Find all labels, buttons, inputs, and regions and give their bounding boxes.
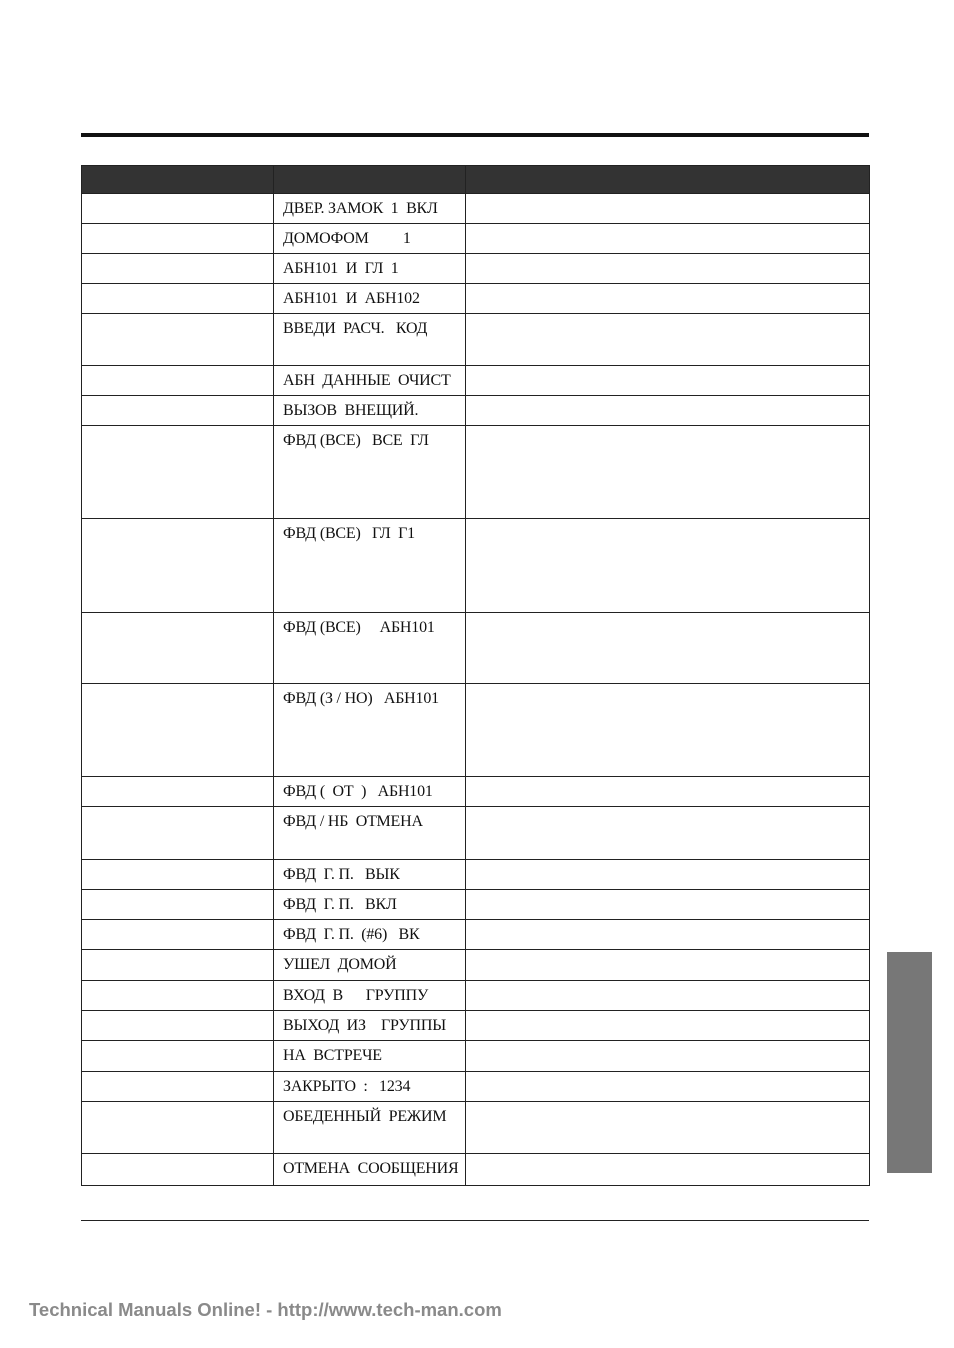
description-cell [466,807,870,860]
top-rule [81,133,869,137]
description-cell [466,254,870,284]
table-row [82,1102,870,1154]
description-cell [466,860,870,890]
display-text-cell: ФВД Г. П. ВКЛ [274,890,466,920]
description-cell [466,1011,870,1041]
table-row [82,920,870,950]
description-cell [466,890,870,920]
table-row [82,396,870,426]
display-text-cell: НА ВСТРЕЧЕ [274,1041,466,1072]
table-row [82,860,870,890]
feature-cell [82,284,274,314]
table-row [82,950,870,981]
display-text-cell: ЗАКРЫТО : 1234 [274,1072,466,1102]
table-row [82,777,870,807]
table-row [82,284,870,314]
feature-cell [82,981,274,1011]
feature-cell [82,1041,274,1072]
footer-watermark: Technical Manuals Online! - http://www.tech-man.com [29,1299,502,1320]
header-cell-feature [82,166,274,194]
description-cell [466,194,870,224]
display-text-cell: ОБЕДЕННЫЙ РЕЖИМ [274,1102,466,1154]
table-row [82,890,870,920]
display-text-cell: ВХОД В ГРУППУ [274,981,466,1011]
display-text-cell: ФВД Г. П. (#6) ВК [274,920,466,950]
feature-cell [82,224,274,254]
description-cell [466,519,870,613]
display-text-cell: ФВД (З / НО) АБН101 [274,684,466,777]
description-cell [466,396,870,426]
display-text-cell: ФВД (ВСЕ) ВСЕ ГЛ [274,426,466,519]
table-row [82,613,870,684]
description-cell [466,224,870,254]
table-row [82,1011,870,1041]
description-cell [466,426,870,519]
feature-cell [82,426,274,519]
feature-cell [82,777,274,807]
feature-cell [82,396,274,426]
feature-cell [82,807,274,860]
display-text-cell: АБН101 И АБН102 [274,284,466,314]
table-row [82,366,870,396]
table-row [82,426,870,519]
table-row [82,1154,870,1186]
display-text-cell: ВВЕДИ РАСЧ. КОД [274,314,466,366]
table-row [82,684,870,777]
table-row [82,224,870,254]
display-text-cell: ВЫЗОВ ВНЕЩИЙ. [274,396,466,426]
display-text-cell: ФВД Г. П. ВЫК [274,860,466,890]
description-cell [466,314,870,366]
feature-cell [82,366,274,396]
feature-cell [82,950,274,981]
header-cell-display [274,166,466,194]
description-cell [466,950,870,981]
table-row [82,1041,870,1072]
display-messages-table [81,165,870,1186]
section-tab [887,952,932,1173]
table-row [82,519,870,613]
feature-cell [82,920,274,950]
feature-cell [82,1154,274,1186]
display-text-cell: ФВД (ВСЕ) АБН101 [274,613,466,684]
description-cell [466,777,870,807]
feature-cell [82,1011,274,1041]
description-cell [466,1041,870,1072]
description-cell [466,920,870,950]
display-text-cell: ВЫХОД ИЗ ГРУППЫ [274,1011,466,1041]
description-cell [466,1072,870,1102]
feature-cell [82,519,274,613]
description-cell [466,684,870,777]
description-cell [466,1154,870,1186]
feature-cell [82,684,274,777]
display-text-cell: АБН101 И ГЛ 1 [274,254,466,284]
description-cell [466,981,870,1011]
table-row [82,981,870,1011]
table-row [82,807,870,860]
display-text-cell: ДВЕР. ЗАМОК 1 ВКЛ [274,194,466,224]
display-text-cell: ФВД ( ОТ ) АБН101 [274,777,466,807]
feature-cell [82,613,274,684]
feature-cell [82,194,274,224]
description-cell [466,613,870,684]
display-text-cell: УШЕЛ ДОМОЙ [274,950,466,981]
table-row [82,254,870,284]
display-text-cell: ФВД / НБ ОТМЕНА [274,807,466,860]
feature-cell [82,254,274,284]
table-row [82,1072,870,1102]
feature-cell [82,1102,274,1154]
table-header-row [82,166,870,194]
description-cell [466,284,870,314]
description-cell [466,1102,870,1154]
table-body [82,194,870,1186]
description-cell [466,366,870,396]
feature-cell [82,860,274,890]
display-text-cell: ОТМЕНА СООБЩЕНИЯ [274,1154,466,1186]
table-row [82,314,870,366]
feature-cell [82,314,274,366]
feature-cell [82,1072,274,1102]
bottom-rule [81,1220,869,1221]
display-text-cell: АБН ДАННЫЕ ОЧИСТ [274,366,466,396]
display-text-cell: ФВД (ВСЕ) ГЛ Г1 [274,519,466,613]
display-text-cell: ДОМОФОМ 1 [274,224,466,254]
table-row [82,194,870,224]
header-cell-description [466,166,870,194]
feature-cell [82,890,274,920]
